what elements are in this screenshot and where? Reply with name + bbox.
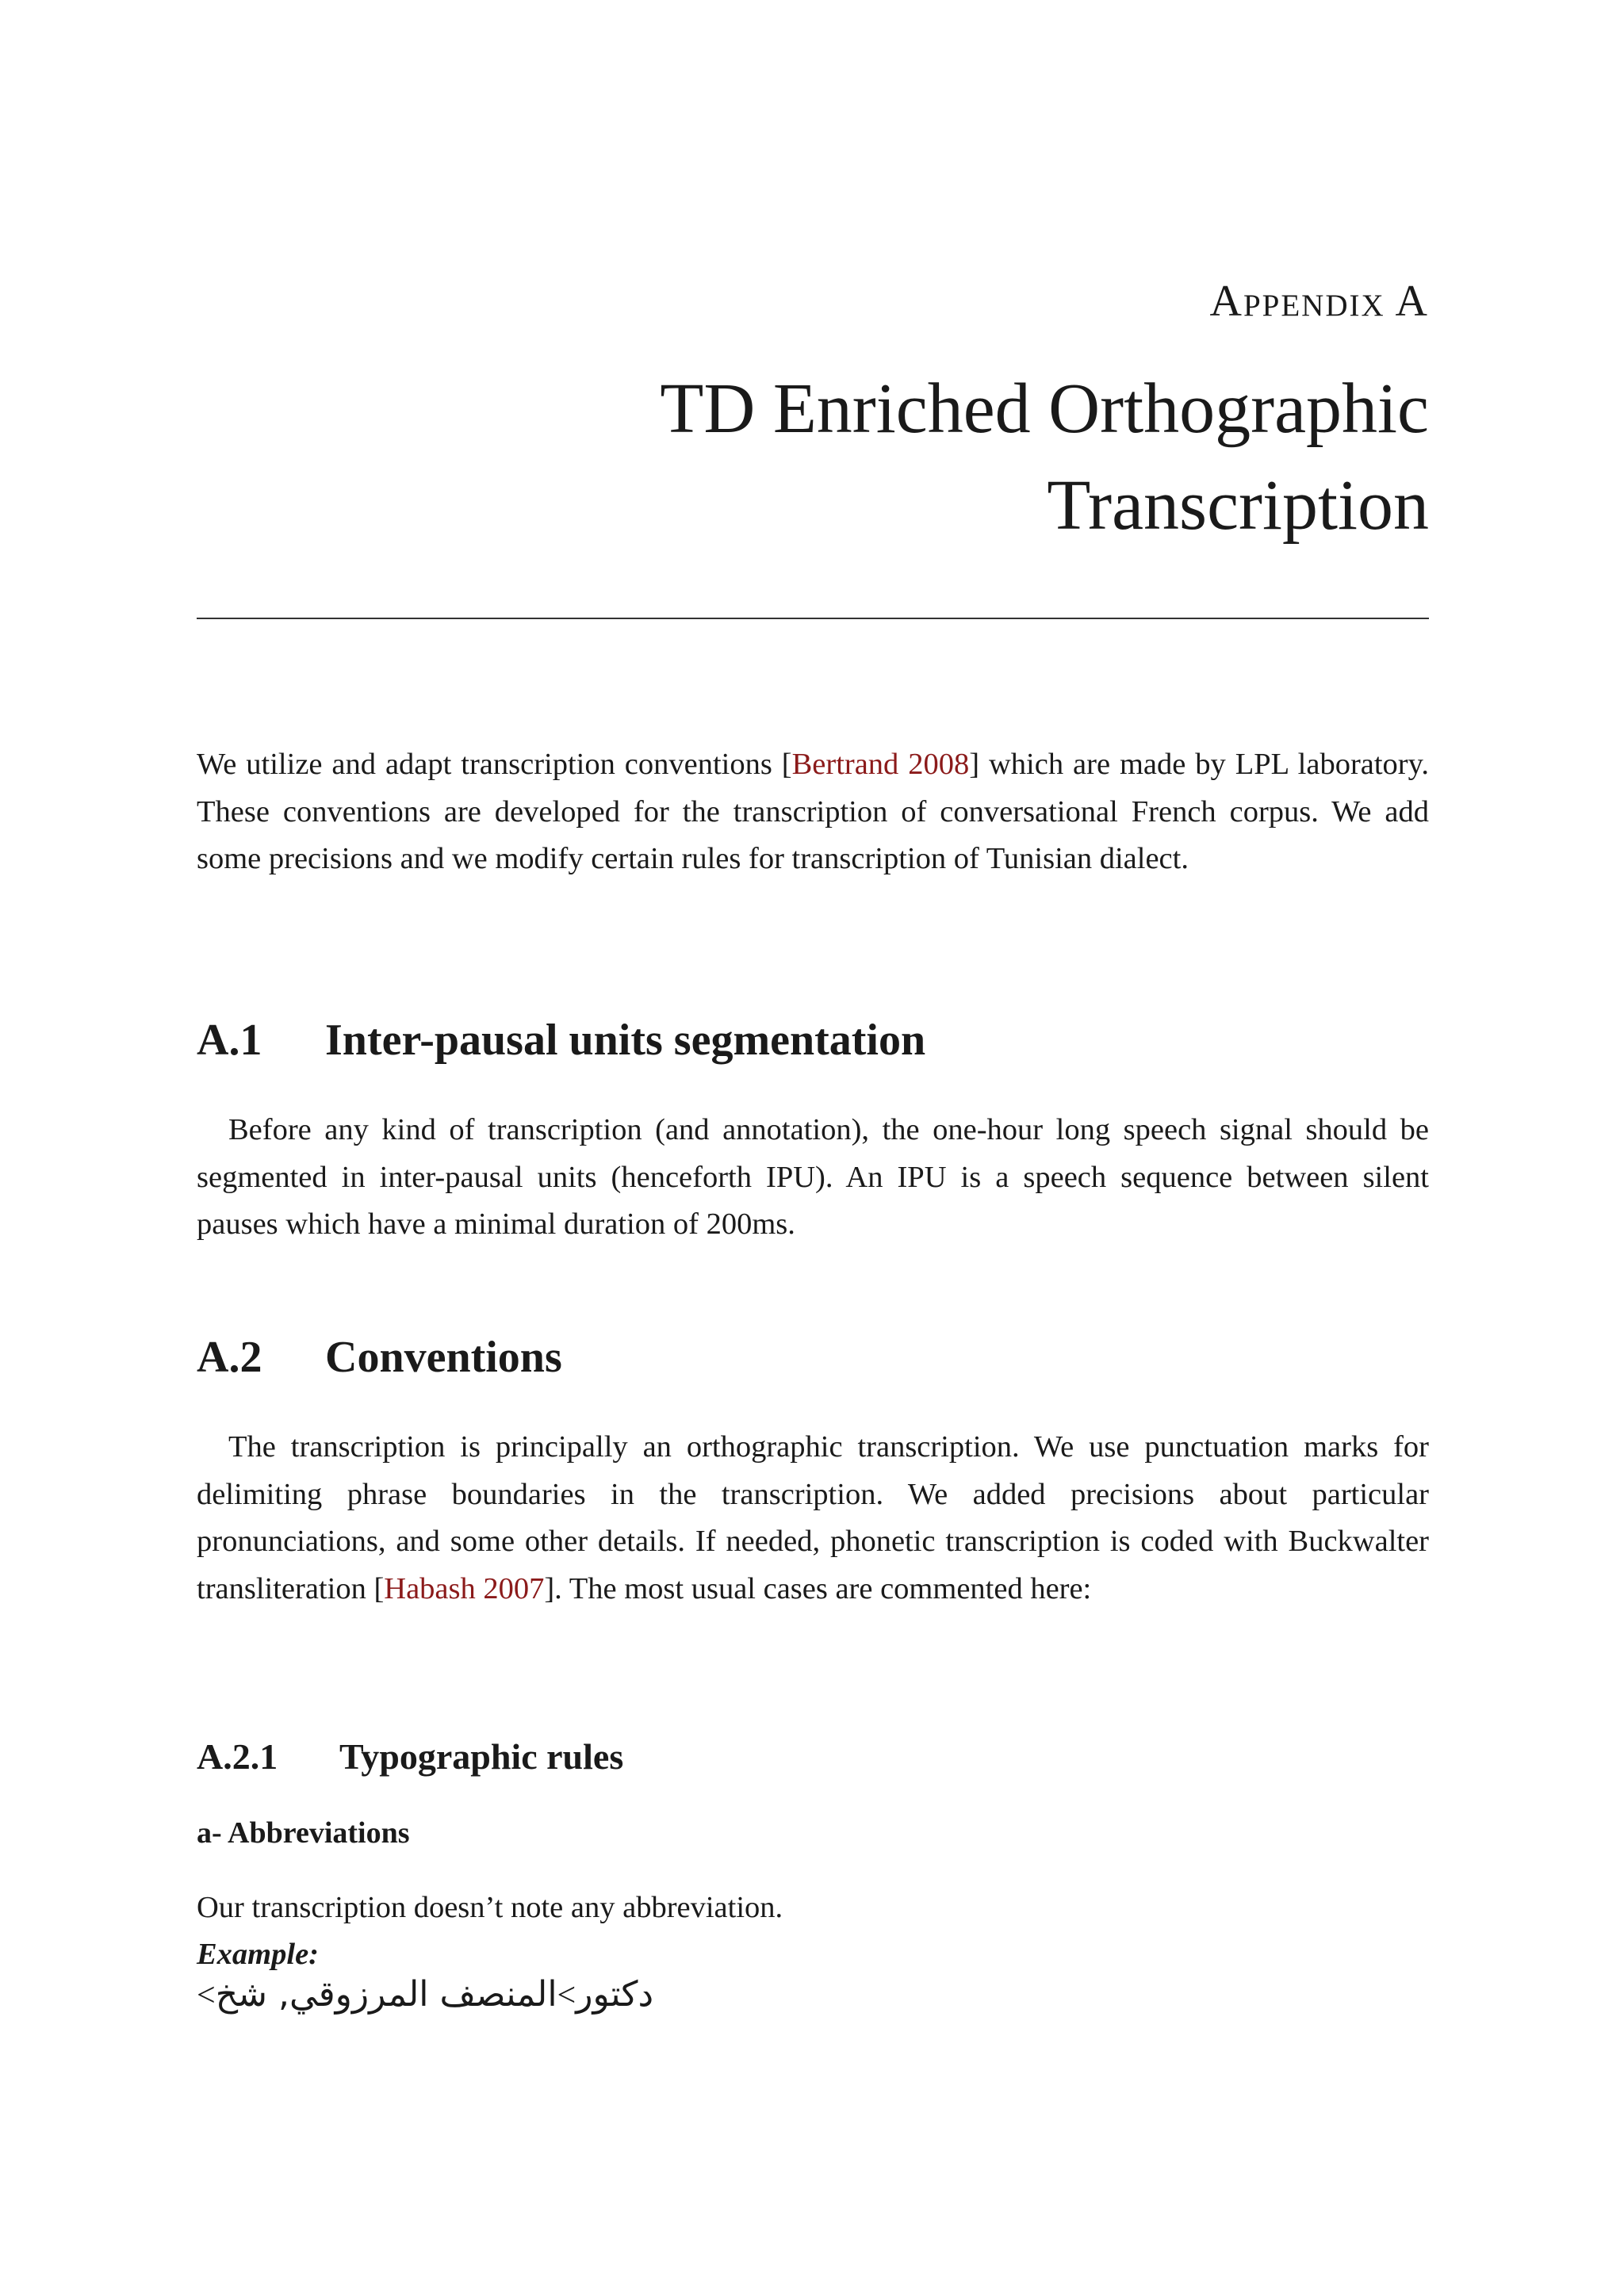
title-rule — [197, 618, 1429, 619]
subsection-title: Typographic rules — [339, 1736, 624, 1777]
intro-paragraph: We utilize and adapt transcription conventions [Bertrand 2008] which are made by LPL laboratory. These conventions are developed for the transcription of conversational French corpus. We add some precisions and we modify certain rules for transcription of Tunisian dialect. — [197, 748, 1430, 875]
page — [197, 0, 1429, 2296]
section-number: A.2 — [197, 1333, 262, 1382]
subsection-number: A.2.1 — [197, 1736, 278, 1777]
section-a1-paragraph: Before any kind of transcription (and annotation), the one-hour long speech signal should be segmented in inter-pausal units (henceforth IPU). An IPU is a speech sequence between silent pauses which have a minimal duration of 200ms. — [197, 1113, 1429, 1241]
example-label: Example: — [197, 1938, 319, 1971]
citation-link-bertrand[interactable]: Bertrand 2008 — [791, 748, 970, 781]
paragraph-heading-abbreviations: a- Abbreviations — [197, 1816, 410, 1850]
chapter-label: Appendix A — [1209, 277, 1429, 326]
section-title: Inter-pausal units segmentation — [325, 1016, 926, 1065]
section-a2-paragraph: The transcription is principally an orthographic transcription. We use punctuation marks for delimiting phrase boundaries in the transcription. We added precisions about particular pronunciations, and some other details. If needed, phonetic transcription is coded with Buckwalter transliteration [Habash 2007]. The most usual cases are commented here: — [197, 1430, 1429, 1605]
arabic-name: المنصف المرزوقي, — [278, 1974, 557, 2015]
arabic-example: <شخ المنصف المرزوقي,<دكتور — [197, 1974, 654, 2015]
section-heading-a1 — [197, 1016, 926, 1065]
section-number: A.1 — [197, 1016, 262, 1065]
subsection-heading-a21 — [197, 1736, 624, 1777]
section-title: Conventions — [325, 1333, 562, 1382]
citation-link-habash[interactable]: Habash 2007 — [384, 1571, 545, 1605]
arabic-word-doctor: دكتور — [576, 1974, 654, 2015]
section-heading-a2 — [197, 1335, 562, 1380]
chapter-title: TD Enriched Orthographic Transcription — [660, 369, 1429, 545]
arabic-word-shkh: شخ — [215, 1974, 267, 2015]
abbreviations-body: Our transcription doesn’t note any abbreviation. — [197, 1891, 783, 1924]
